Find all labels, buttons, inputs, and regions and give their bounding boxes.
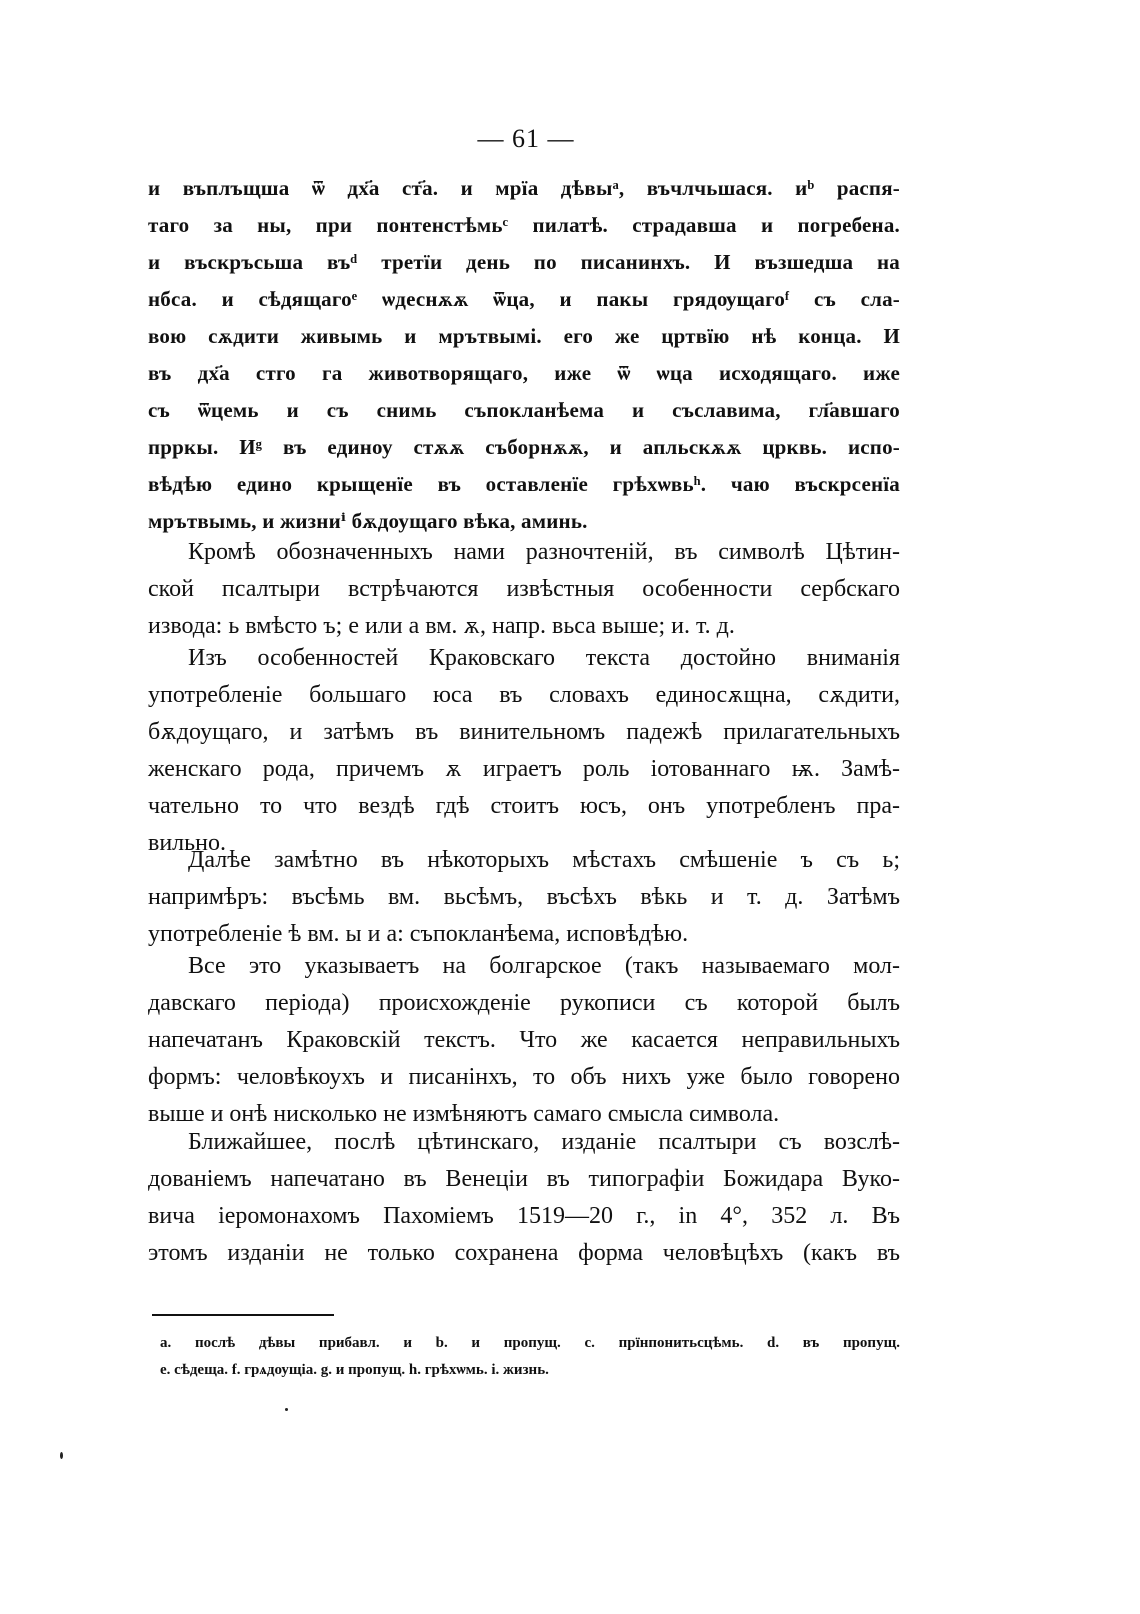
footnote-line: e. сѣдеща. f. грѧдоущіа. g. и пропущ. h. грѣхѡмь. i. жизнь.: [160, 1362, 549, 1378]
paragraph-line: чательно то что вездѣ гдѣ стоитъ юсъ, онъ употребленъ пра-: [148, 793, 900, 819]
page-number: — 61 —: [477, 124, 575, 153]
paragraph-line: выше и онѣ нисколько не измѣняютъ самаго смысла символа.: [148, 1101, 780, 1127]
creed-line: вѣдѣю едино крыщенїе въ оставленїе грѣхѡвьʰ. чаю въскрсенїа: [148, 472, 901, 496]
paragraph-line: вильно.: [148, 830, 226, 856]
paragraph-line: этомъ изданіи не только сохранена форма человѣцѣхъ (какъ въ: [148, 1240, 900, 1266]
paragraph-line: дованіемъ напечатано въ Венеціи въ типографіи Божидара Вуко-: [148, 1166, 900, 1192]
footnote-line: a. послѣ дѣвы прибавл. и b. и пропущ. c. прїнпонитьсцѣмь. d. въ пропущ.: [160, 1335, 900, 1351]
paragraph-line: формъ: человѣкоухъ и писанінхъ, то объ нихъ уже было говорено: [148, 1064, 900, 1090]
footnotes: [160, 1330, 900, 1384]
paragraph-line: употребленіе большаго юса въ словахъ единосѫщна, сѫдити,: [148, 682, 900, 708]
creed-line: мрътвымь, и жизниⁱ бѫдоущаго вѣка, аминь.: [148, 509, 588, 533]
paragraph-line: напечатанъ Краковскій текстъ. Что же касается неправильныхъ: [148, 1027, 900, 1053]
paragraph-line: извода: ь вмѣсто ъ; е или а вм. ѫ, напр. вьса выше; и. т. д.: [148, 613, 735, 639]
creed-line: съ ѿцемь и съ снимь съпокланѣема и съславима, гл҃авшаго: [148, 398, 900, 422]
paragraph-venice-edition: [148, 1124, 900, 1272]
creed-line: и въскръсьша въᵈ третїи день по писанинхъ. И възшедша на: [148, 250, 900, 274]
paragraph-line: женскаго рода, причемъ ѫ играетъ роль іотованнаго ѭ. Замѣ-: [148, 756, 900, 782]
creed-line: нбса. и сѣдящагоᵉ ѡдеснѫѫ ѿца, и пакы грядѹщагоᶠ съ сла-: [148, 287, 900, 311]
paragraph-bulgarian-origin: [148, 948, 900, 1133]
creed-line: въ дх҃а стго га животворящаго, иже ѿ ѡца исходящаго. иже: [148, 361, 900, 385]
creed-line: таго за ны, при понтенстѣмьᶜ пилатѣ. страдавша и погребена.: [148, 213, 900, 237]
scan-speck: [285, 1408, 288, 1411]
scan-speck: [60, 1452, 63, 1459]
paragraph-mixing: [148, 842, 900, 953]
paragraph-line: бѫдоущаго, и затѣмъ въ винительномъ падежѣ прилагательныхъ: [148, 719, 900, 745]
creed-line: вою сѫдити живымь и мрътвымі. его же цртвїю нѣ конца. И: [148, 324, 900, 348]
paragraph-line: Все это указываетъ на болгарское (такъ называемаго мол-: [188, 953, 900, 979]
paragraph-variants: [148, 534, 900, 645]
paragraph-line: ской псалтыри встрѣчаются извѣстныя особенности сербскаго: [148, 576, 900, 602]
creed-text-block: [148, 170, 900, 540]
paragraph-line: вича іеромонахомъ Пахоміемъ 1519—20 г., in 4°, 352 л. Въ: [148, 1203, 900, 1229]
footnote-divider: [152, 1314, 334, 1316]
paragraph-line: Далѣе замѣтно въ нѣкоторыхъ мѣстахъ смѣшеніе ъ съ ь;: [188, 847, 900, 873]
paragraph-line: употребленіе ѣ вм. ы и а: съпокланѣема, исповѣдѣю.: [148, 921, 689, 947]
paragraph-line: Кромѣ обозначенныхъ нами разночтенiй, въ символѣ Цѣтин-: [188, 539, 900, 565]
creed-line: прркы. Иᵍ въ единоу стѫѫ съборнѫѫ, и апльскѫѫ црквь. испо-: [148, 435, 900, 459]
paragraph-line: напримѣръ: въсѣмь вм. вьсѣмъ, въсѣхъ вѣкь и т. д. Затѣмъ: [148, 884, 900, 910]
paragraph-line: Ближайшее, послѣ цѣтинскаго, изданіе псалтыри съ возслѣ-: [188, 1129, 900, 1155]
paragraph-line: Изъ особенностей Краковскаго текста достойно вниманія: [188, 645, 900, 671]
paragraph-krakow-features: [148, 640, 900, 862]
creed-line: и въплъщша ѿ дх҃а ст҃а. и мрїа дѣвыᵃ, въчлчьшася. иᵇ распя-: [148, 176, 900, 200]
paragraph-line: давскаго періода) происхожденіе рукописи съ которой былъ: [148, 990, 900, 1016]
